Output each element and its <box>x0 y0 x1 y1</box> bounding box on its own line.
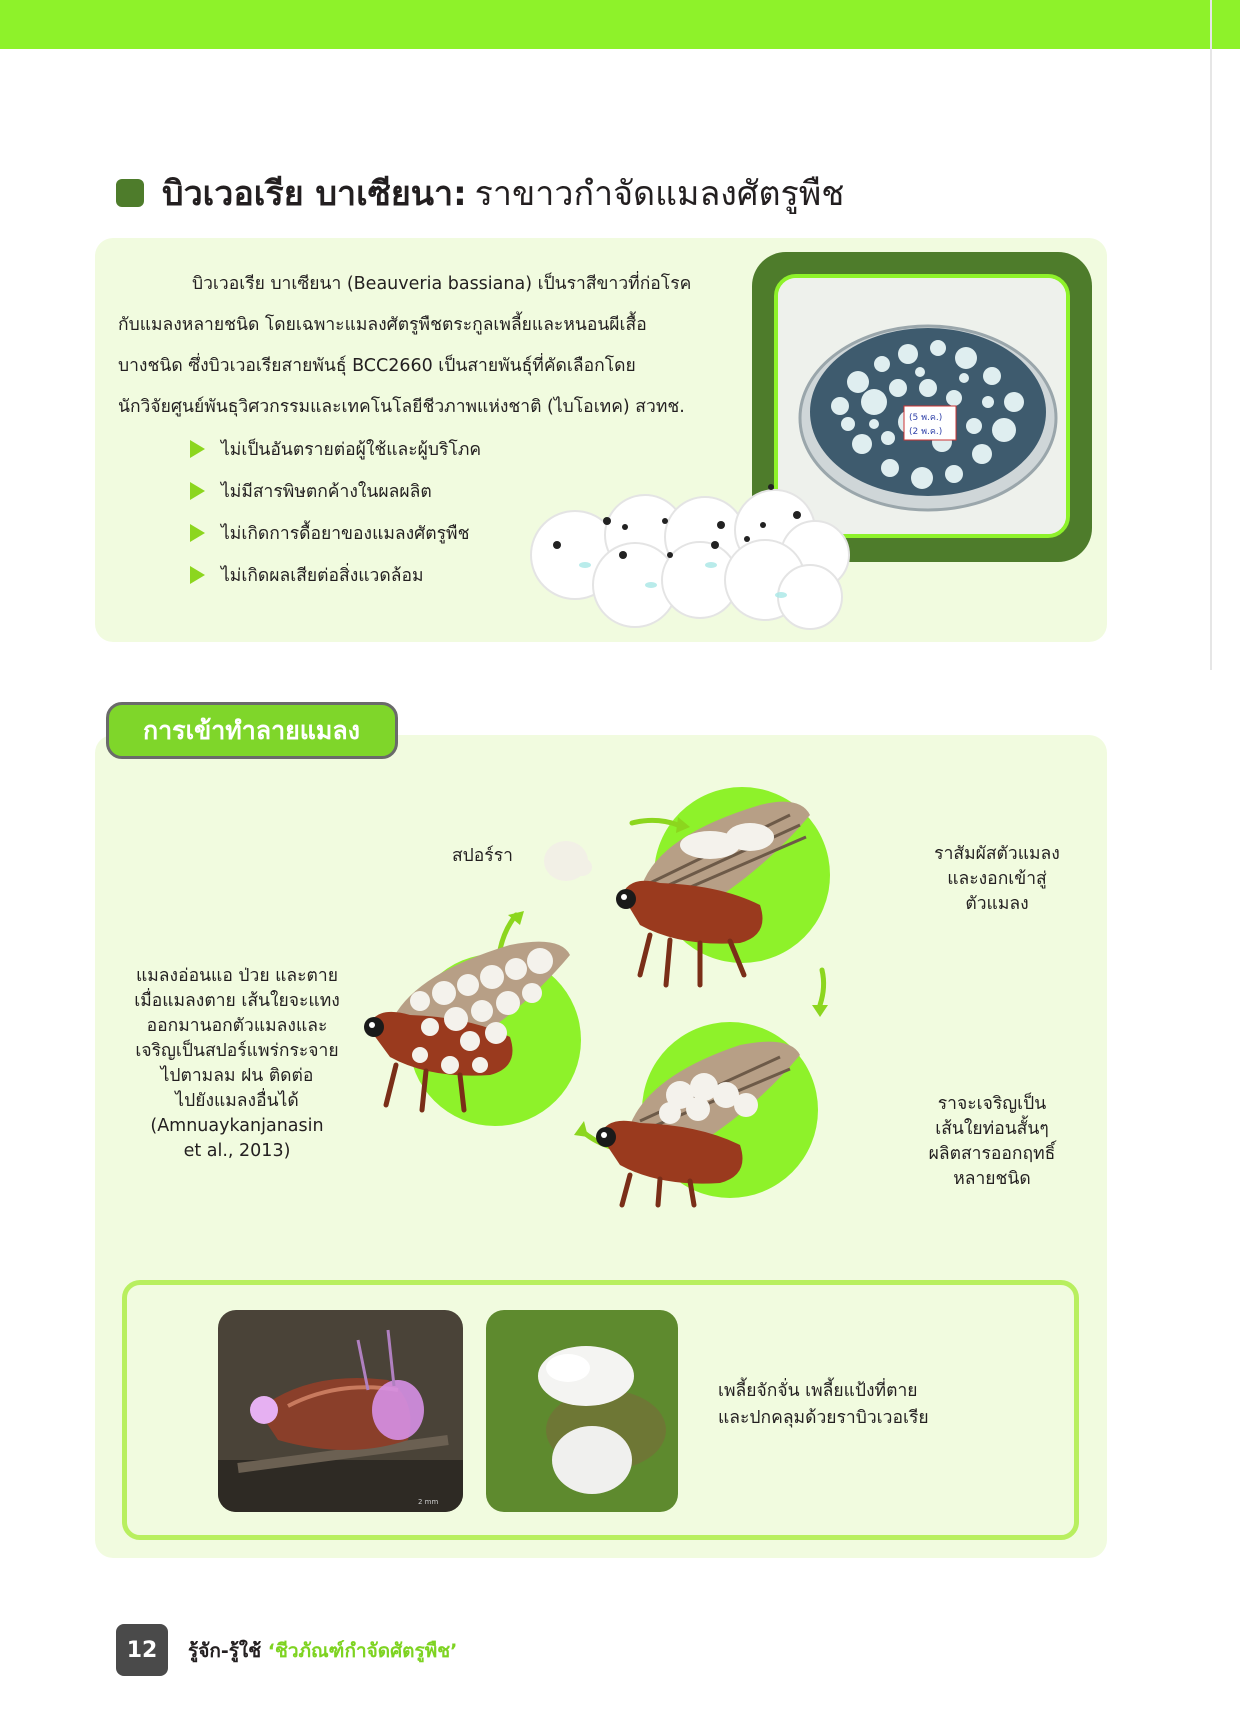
step-death-line: เจริญเป็นสปอร์แพร่กระจาย <box>135 1041 339 1061</box>
step-contact-label <box>922 842 1072 917</box>
play-arrow-icon <box>190 440 205 458</box>
step-contact-line: ราสัมผัสตัวแมลง <box>934 844 1060 864</box>
photo-caption <box>718 1378 929 1432</box>
step-death-line: ไปยังแมลงอื่นได้ <box>175 1091 299 1111</box>
step-death-line: ออกมานอกตัวแมลงและ <box>146 1016 328 1036</box>
step-death-line: et al., 2013) <box>183 1141 291 1161</box>
benefit-list <box>190 428 481 596</box>
title-bold: บิวเวอเรีย บาเซียนา: <box>162 174 467 214</box>
footer-title-plain: รู้จัก-รู้ใช้ <box>188 1640 262 1662</box>
intro-paragraph <box>118 264 718 428</box>
step-contact-line: และงอกเข้าสู่ <box>947 869 1047 889</box>
leafhopper-photo <box>218 1310 463 1512</box>
step-mycelium-line: ราจะเจริญเป็น <box>937 1094 1047 1114</box>
page-title <box>116 168 844 218</box>
benefit-item <box>190 512 481 554</box>
step-death-line: ไปตามลม ฝน ติดต่อ <box>160 1066 314 1086</box>
photo-caption-line: เพลี้ยจักจั่น เพลี้ยแป้งที่ตาย <box>718 1381 918 1401</box>
play-arrow-icon <box>190 524 205 542</box>
top-bar <box>0 0 1240 49</box>
step-death-line: เมื่อแมลงตาย เส้นใยจะแทง <box>134 991 340 1011</box>
spore-blob <box>544 841 592 881</box>
mealybug-image <box>486 1310 678 1512</box>
benefit-item <box>190 554 481 596</box>
benefit-item <box>190 470 481 512</box>
footer-title <box>188 1636 457 1666</box>
leafhopper-image <box>218 1310 463 1512</box>
page-number: 12 <box>116 1624 168 1676</box>
petri-label-line2: (2 พ.ค.) <box>909 427 943 437</box>
play-arrow-icon <box>190 482 205 500</box>
page-edge-line <box>1210 0 1212 670</box>
petri-label-line1: (5 พ.ค.) <box>909 413 943 423</box>
intro-line: บางชนิด ซึ่งบิวเวอเรียสายพันธุ์ BCC2660 เป็นสายพันธุ์ที่คัดเลือกโดย <box>118 356 636 376</box>
intro-line: นักวิจัยศูนย์พันธุวิศวกรรมและเทคโนโลยีชีวภาพแห่งชาติ (ไบโอเทค) สวทช. <box>118 397 685 417</box>
benefit-text: ไม่เป็นอันตรายต่อผู้ใช้และผู้บริโภค <box>221 440 482 460</box>
benefit-text: ไม่เกิดผลเสียต่อสิ่งแวดล้อม <box>221 566 424 586</box>
step-mycelium-line: หลายชนิด <box>953 1169 1031 1189</box>
step-mycelium-line: เส้นใยท่อนสั้นๆ <box>935 1119 1049 1139</box>
mealybug-photo <box>486 1310 678 1512</box>
benefit-text: ไม่เกิดการดื้อยาของแมลงศัตรูพืช <box>221 524 470 544</box>
spore-mascots-illustration <box>525 475 855 635</box>
photo-caption-line: และปกคลุมด้วยราบิวเวอเรีย <box>718 1408 929 1428</box>
step-mycelium-line: ผลิตสารออกฤทธิ์ <box>928 1144 1056 1164</box>
intro-line: กับแมลงหลายชนิด โดยเฉพาะแมลงศัตรูพืชตระกูลเพลี้ยและหนอนผีเสื้อ <box>118 315 647 335</box>
spore-label: สปอร์รา <box>452 846 513 866</box>
infection-cycle-diagram <box>360 765 920 1215</box>
title-rest: ราขาวกำจัดแมลงศัตรูพืช <box>474 174 845 214</box>
step-mycelium-label <box>912 1092 1072 1192</box>
play-arrow-icon <box>190 566 205 584</box>
step-death-line: (Amnuaykanjanasin <box>150 1116 324 1136</box>
step-contact-line: ตัวแมลง <box>965 894 1029 914</box>
benefit-text: ไม่มีสารพิษตกค้างในผลผลิต <box>221 482 432 502</box>
benefit-item <box>190 428 481 470</box>
section-tab-infection: การเข้าทำลายแมลง <box>106 702 398 759</box>
title-square-icon <box>116 179 144 207</box>
step-death-line: แมลงอ่อนแอ ป่วย และตาย <box>135 966 339 986</box>
scale-bar-label: 2 mm <box>418 1498 439 1506</box>
footer-title-accent: ‘ชีวภัณฑ์กำจัดศัตรูพืช’ <box>267 1640 458 1662</box>
step-death-label <box>120 964 354 1164</box>
intro-line: บิวเวอเรีย บาเซียนา (Beauveria bassiana) เป็นราสีขาวที่ก่อโรค <box>192 274 692 294</box>
